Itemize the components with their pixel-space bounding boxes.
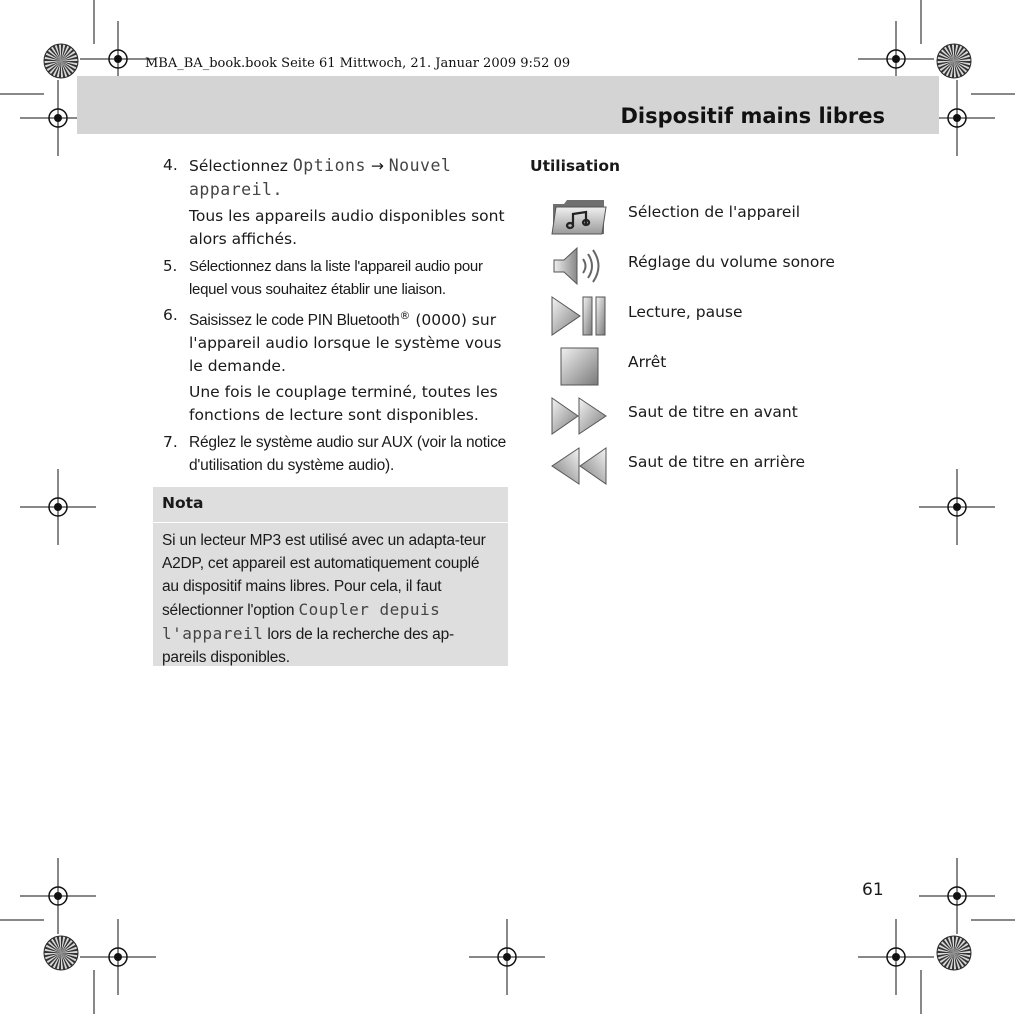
nota-divider [153, 522, 508, 523]
usage-item-rewind [550, 444, 850, 488]
usage-label: Saut de titre en arrière [628, 453, 806, 471]
registered-mark: ® [399, 309, 411, 322]
nota-text-end: lors de la recherche des ap-pareils disponibles. [162, 626, 454, 666]
usage-item-play-pause [550, 294, 850, 338]
stop-icon [550, 344, 608, 388]
step-7 [163, 431, 509, 477]
usage-label: Arrêt [628, 353, 667, 371]
step-text: Saisissez le code PIN Bluetooth [189, 312, 400, 330]
step-number: 6. [163, 306, 178, 324]
usage-label: Réglage du volume sonore [628, 253, 835, 271]
print-info: MBA_BA_book.book Seite 61 Mittwoch, 21. Januar 2009 9:52 09 [145, 56, 571, 71]
step-6 [163, 304, 509, 378]
step-text-cont: (0000) sur l'appareil audio lorsque le système vous le demande. [189, 311, 502, 376]
page-number: 61 [862, 880, 884, 900]
instructions-column [163, 154, 509, 480]
usage-item-stop [550, 344, 850, 388]
menu-options: Options [292, 156, 366, 175]
star-target [937, 44, 971, 78]
music-folder-icon [550, 194, 608, 238]
speaker-volume-icon [550, 244, 608, 288]
step-text: Sélectionnez [189, 157, 293, 175]
star-target [44, 936, 78, 970]
nota-title: Nota [162, 494, 204, 512]
step-4 [163, 154, 509, 202]
usage-item-device-selection [550, 194, 850, 238]
step-number: 4. [163, 156, 178, 174]
usage-item-volume [550, 244, 850, 288]
nota-body [162, 529, 498, 669]
step-6-note: Une fois le couplage terminé, toutes les fonctions de lecture sont disponibles. [189, 383, 498, 425]
step-end: . [272, 180, 283, 199]
usage-item-forward [550, 394, 850, 438]
usage-title: Utilisation [530, 157, 621, 175]
section-title: Dispositif mains libres [620, 104, 885, 128]
step-number: 5. [163, 257, 178, 275]
usage-label: Saut de titre en avant [628, 403, 798, 421]
step-5 [163, 255, 509, 301]
fast-forward-icon [550, 394, 608, 438]
rewind-icon [550, 444, 608, 488]
nota-text: Si un lecteur MP3 est utilisé avec un adapta-teur A2DP, cet appareil est automatiquement couplé au dispositif mains libres. Pour cela, il faut sélectionner l'option [162, 532, 486, 619]
usage-label: Lecture, pause [628, 303, 743, 321]
nota-option: Coupler depuis l'appareil [162, 600, 441, 643]
star-target [44, 44, 78, 78]
step-number: 7. [163, 433, 178, 452]
star-target [937, 936, 971, 970]
step-4-note: Tous les appareils audio disponibles sont alors affichés. [189, 207, 505, 248]
usage-label: Sélection de l'appareil [628, 203, 801, 221]
step-text: Sélectionnez dans la liste l'appareil audio pour lequel vous souhaitez établir une liaison. [189, 258, 483, 298]
menu-new-device: Nouvel appareil [189, 156, 452, 199]
menu-arrow: → [365, 157, 389, 175]
play-pause-icon [550, 294, 608, 338]
step-text: Réglez le système audio sur AUX (voir la notice d'utilisation du système audio). [189, 434, 507, 475]
nota-box [153, 487, 508, 666]
